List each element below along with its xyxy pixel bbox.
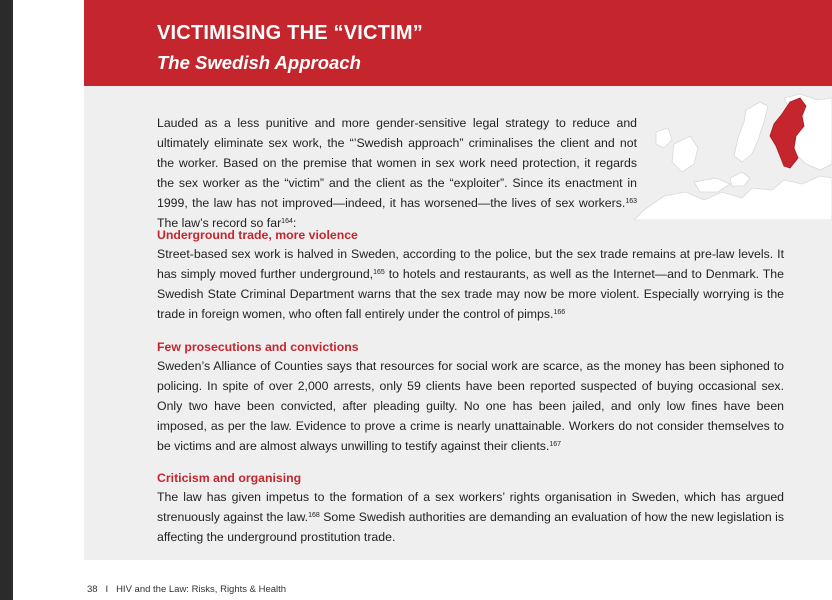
page-number: 38	[87, 584, 98, 595]
page-edge-bar	[0, 0, 13, 600]
section-heading-criticism: Criticism and organising	[157, 471, 302, 485]
section-body-criticism: The law has given impetus to the formation of a sex workers’ rights organisation in Sweden, which has argued strenuously against the law.$^{168}$ Some Swedish authorities are demanding an evaluation of how the new legislation is affecting the underground prostitution trade.	[157, 490, 784, 544]
content-panel	[84, 86, 832, 560]
europe-map-sweden-highlight-icon	[634, 92, 832, 220]
footer-separator: I	[105, 584, 109, 595]
section-body-prosecutions: Sweden’s Alliance of Counties says that resources for social work are scarce, as the money has been siphoned to policing. In spite of over 2,000 arrests, only 59 clients have been reported suspected of buying occasional sex. Only two have been convicted, after pleading guilty. No one has been jailed, and only low fines have been imposed, as per the law. Evidence to prove a crime is nearly unattainable. Workers do not consider themselves to be victims and are almost always unwilling to testify against their clients.$^{167}$	[157, 359, 784, 453]
footer-publication-title: HIV and the Law: Risks, Rights & Health	[116, 584, 287, 595]
section-heading-prosecutions: Few prosecutions and convictions	[157, 340, 359, 354]
header-banner	[84, 0, 832, 86]
page-subtitle: The Swedish Approach	[157, 52, 361, 73]
page-title: VICTIMISING THE “VICTIM”	[157, 22, 423, 44]
intro-paragraph: Lauded as a less punitive and more gender-sensitive legal strategy to reduce and ultimately eliminate sex work, the “’Swedish approach” criminalises the client and not the worker. Based on the premise that women in sex work need protection, it regards the sex worker as the “victim” and the client as the “exploiter”. Since its enactment in 1999, the law has not improved—indeed, it has worsened—the lives of sex workers.$^{163}$ The law’s record so far$^{164}$:	[157, 116, 637, 230]
section-heading-underground: Underground trade, more violence	[157, 228, 358, 242]
page-footer	[87, 584, 286, 595]
section-body-underground: Street-based sex work is halved in Sweden, according to the police, but the sex trade remains at pre-law levels. It has simply moved further underground,$^{165}$ to hotels and restaurants, as well as the Internet—and to Denmark. The Swedish State Criminal Department warns that the sex trade may now be more violent. Especially worrying is the trade in foreign women, who often fall entirely under the control of pimps.$^{166}$	[157, 247, 784, 321]
